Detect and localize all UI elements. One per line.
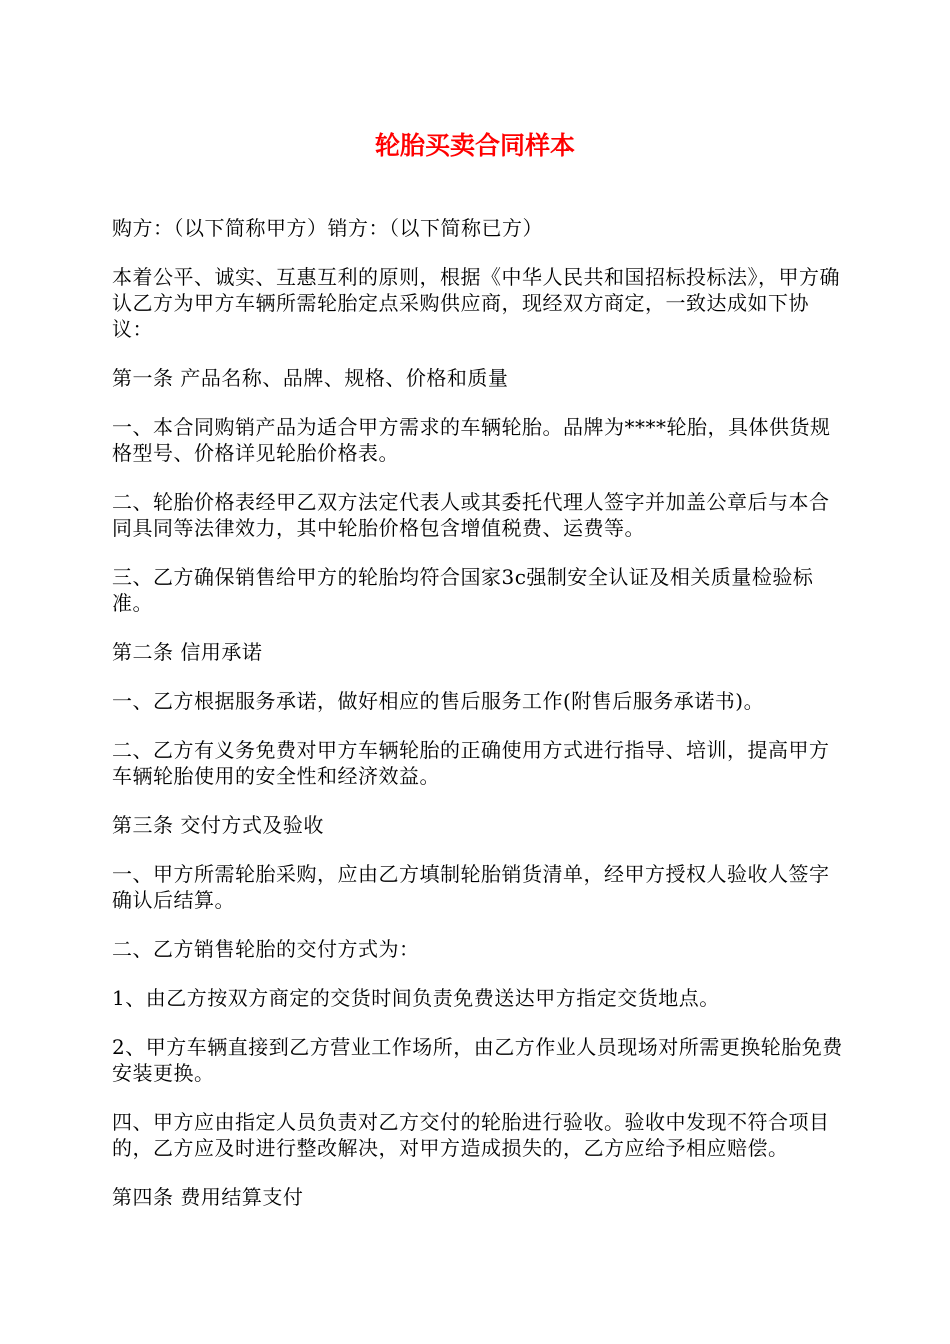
parties-line: 购方：（以下简称甲方）销方：（以下简称已方） [112, 216, 543, 240]
preamble-paragraph: 本着公平、诚实、互惠互利的原则，根据《中华人民共和国招标投标法》，甲方确认乙方为甲方车辆所需轮胎定点采购供应商，现经双方商定，一致达成如下协议： [112, 265, 840, 341]
document-body [112, 215, 847, 1233]
article-4-heading: 第四条 费用结算支付 [112, 1185, 304, 1209]
article-2-clause-1: 一、乙方根据服务承诺，做好相应的售后服务工作(附售后服务承诺书)。 [112, 689, 765, 713]
article-2-clause-2: 二、乙方有义务免费对甲方车辆轮胎的正确使用方式进行指导、培训，提高甲方车辆轮胎使用的安全性和经济效益。 [112, 738, 830, 788]
article-3-clause-2: 二、乙方销售轮胎的交付方式为： [112, 937, 420, 961]
article-3-subclause-2: 2、甲方车辆直接到乙方营业工作场所，由乙方作业人员现场对所需更换轮胎免费安装更换。 [112, 1035, 843, 1085]
article-3-heading: 第三条 交付方式及验收 [112, 813, 324, 837]
article-3-subclause-1: 1、由乙方按双方商定的交货时间负责免费送达甲方指定交货地点。 [112, 986, 720, 1010]
document-title: 轮胎买卖合同样本 [374, 131, 575, 160]
article-1-heading: 第一条 产品名称、品牌、规格、价格和质量 [112, 366, 509, 390]
article-1-clause-3: 三、乙方确保销售给甲方的轮胎均符合国家3c强制安全认证及相关质量检验标准。 [112, 565, 814, 615]
article-1-clause-1: 一、本合同购销产品为适合甲方需求的车辆轮胎。品牌为****轮胎，具体供货规格型号、价格详见轮胎价格表。 [112, 415, 831, 465]
article-1-clause-2: 二、轮胎价格表经甲乙双方法定代表人或其委托代理人签字并加盖公章后与本合同具同等法律效力，其中轮胎价格包含增值税费、运费等。 [112, 490, 830, 540]
article-3-clause-1: 一、甲方所需轮胎采购，应由乙方填制轮胎销货清单，经甲方授权人验收人签字确认后结算。 [112, 862, 830, 912]
article-2-heading: 第二条 信用承诺 [112, 640, 263, 664]
article-3-clause-4: 四、甲方应由指定人员负责对乙方交付的轮胎进行验收。验收中发现不符合项目的，乙方应及时进行整改解决，对甲方造成损失的，乙方应给予相应赔偿。 [112, 1110, 830, 1160]
